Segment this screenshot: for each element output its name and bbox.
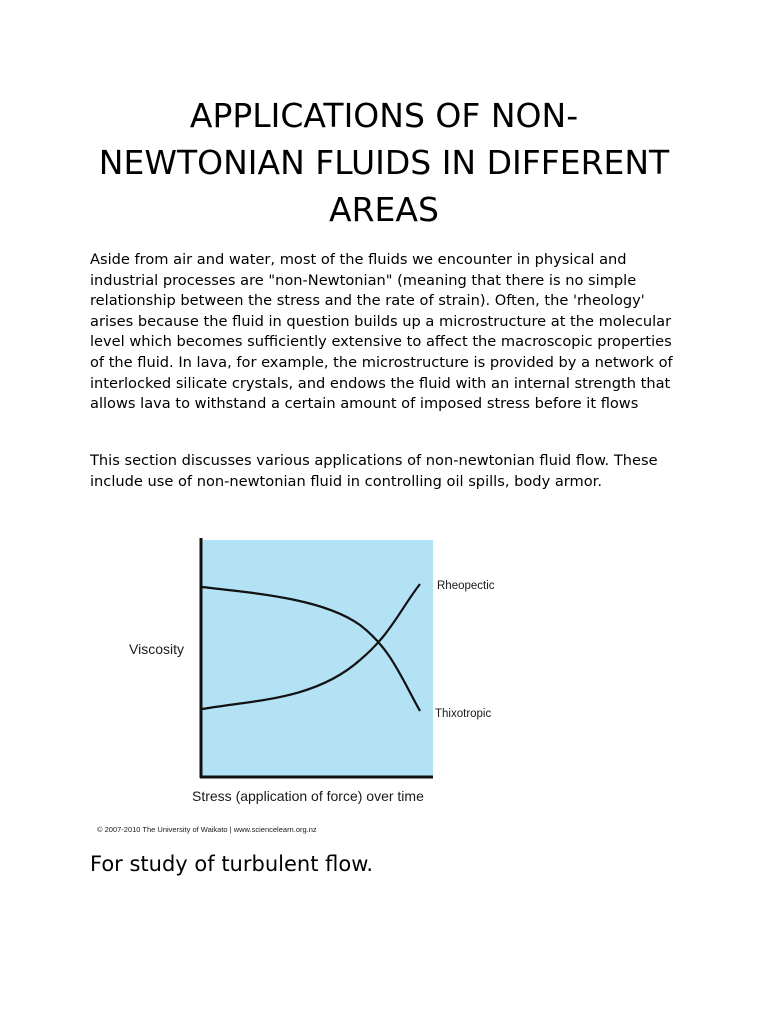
rheopectic-label: Rheopectic — [437, 580, 495, 592]
section-heading: For study of turbulent flow. — [90, 852, 374, 876]
page-title: APPLICATIONS OF NON-NEWTONIAN FLUIDS IN DIFFERENT AREAS — [98, 96, 670, 229]
intro-paragraph: Aside from air and water, most of the fluids we encounter in physical and industrial processes are "non-Newtonian" (meaning that there is no simple relationship between the stress and the rate of strain). Often, the 'rheology' arises because the fluid in question builds up a microstructure at the molecular level which becomes sufficiently extensive to affect the macroscopic properties of the fluid. In lava, for example, the microstructure is provided by a network of interlocked silicate crystals, and endows the fluid with an internal strength that allows lava to withstand a certain amount of imposed stress before it flows — [90, 251, 673, 413]
plot-background — [200, 540, 433, 777]
figure-credit: © 2007-2010 The University of Waikato | www.sciencelearn.org.nz — [97, 825, 317, 834]
y-axis-label: Viscosity — [129, 641, 184, 657]
x-axis-label: Stress (application of force) over time — [192, 788, 424, 804]
viscosity-figure — [95, 530, 515, 840]
viscosity-diagram — [95, 530, 515, 840]
section-paragraph: This section discusses various applications of non-newtonian fluid flow. These include use of non-newtonian fluid in controlling oil spills, body armor. — [90, 452, 658, 490]
thixotropic-label: Thixotropic — [435, 708, 492, 720]
